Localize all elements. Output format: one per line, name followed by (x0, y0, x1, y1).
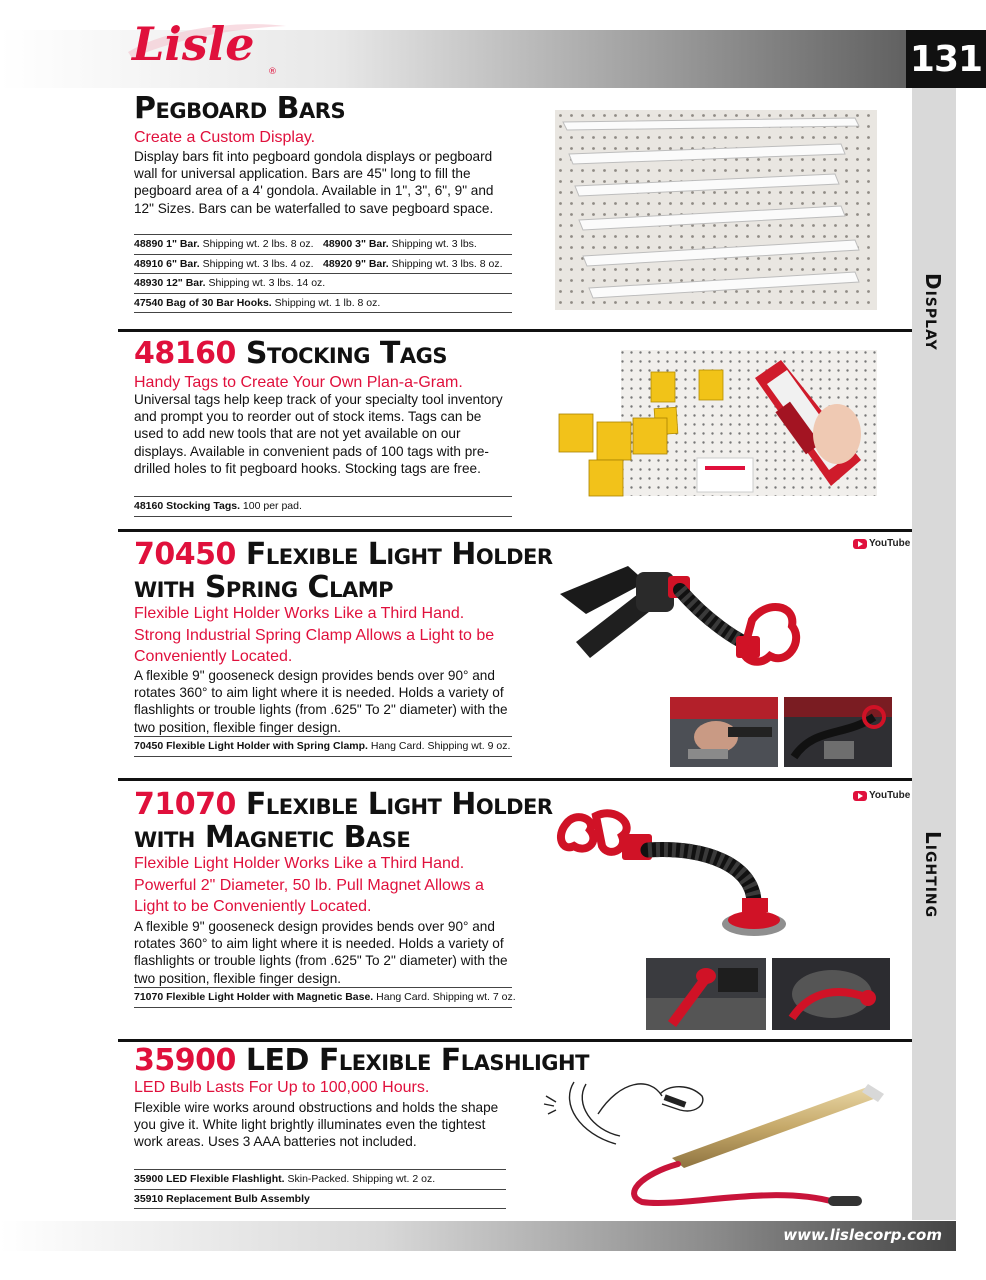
magnetic-subtitle: Flexible Light Holder Works Like a Third Hand. Powerful 2" Diameter, 50 lb. Pull Magnet Allows a Light to be Conveniently Located. (134, 855, 484, 915)
part-number: 70450 (134, 537, 236, 572)
svg-text:Lisle: Lisle (132, 17, 255, 71)
section-divider (118, 1039, 912, 1042)
spec-row: 47540 Bag of 30 Bar Hooks. Shipping wt. 1 lb. 8 oz. (134, 294, 512, 314)
side-strip (912, 88, 956, 1220)
flashlight-subtitle: LED Bulb Lasts For Up to 100,000 Hours. (134, 1079, 430, 1096)
flashlight-spec-table (134, 1169, 506, 1209)
svg-text:®: ® (268, 67, 277, 77)
page-number: 131 (906, 30, 986, 88)
magnetic-title: 71070 Flexible Light Holder with Magnetic Base (134, 787, 553, 855)
youtube-play-icon (853, 539, 867, 549)
clamp-usage-photo-1 (670, 697, 778, 767)
spec-row: 48890 1" Bar. Shipping wt. 2 lbs. 8 oz. 48900 3" Bar. Shipping wt. 3 lbs. (134, 235, 512, 255)
magnetic-usage-photo-2 (772, 958, 890, 1030)
youtube-link[interactable]: YouTube (853, 538, 910, 549)
pegboard-subtitle: Create a Custom Display. (134, 129, 316, 146)
magnetic-description: A flexible 9" gooseneck design provides bends over 90° and rotates 360° to aim light where it is needed. Holds a variety of flashlights or trouble lights (from .625" To 2" diameter) with the two position, flexible finger design. (134, 919, 508, 986)
pegboard-description: Display bars fit into pegboard gondola displays or pegboard wall for universal application. Bars are 45" long to fill the pegboard area of a 4' gondola. Available in 1", 3", 6", 9" and 12" Sizes. Bars can be waterfalled to save pegboard space. (134, 149, 494, 216)
clamp-subtitle: Flexible Light Holder Works Like a Third Hand. Strong Industrial Spring Clamp Allows a Light to be Conveniently Located. (134, 605, 495, 665)
spec-row: 71070 Flexible Light Holder with Magnetic Base. Hang Card. Shipping wt. 7 oz. (134, 988, 512, 1008)
pegboard-bars-image (555, 110, 877, 310)
spec-row: 48930 12" Bar. Shipping wt. 3 lbs. 14 oz. (134, 274, 512, 294)
pegboard-title: Pegboard Bars (134, 91, 346, 126)
clamp-description: A flexible 9" gooseneck design provides bends over 90° and rotates 360° to aim light where it is needed. Holds a variety of flashlights or trouble lights (from .625" To 2" diameter) with the two position, flexible finger design. (134, 668, 508, 735)
spec-row: 48160 Stocking Tags. 100 per pad. (134, 497, 512, 517)
stocking-tags-image (555, 348, 877, 508)
part-number: 71070 (134, 787, 236, 822)
youtube-link[interactable]: YouTube (853, 790, 910, 801)
magnetic-spec-table (134, 987, 516, 1008)
clamp-usage-photo-2 (784, 697, 892, 767)
spec-row: 48910 6" Bar. Shipping wt. 3 lbs. 4 oz. 48920 9" Bar. Shipping wt. 3 lbs. 8 oz. (134, 255, 512, 275)
stocking-subtitle: Handy Tags to Create Your Own Plan-a-Gram. (134, 374, 463, 391)
spec-row: 35900 LED Flexible Flashlight. Skin-Packed. Shipping wt. 2 oz. (134, 1170, 506, 1190)
section-divider (118, 529, 912, 532)
website-url[interactable]: www.lislecorp.com (783, 1226, 942, 1244)
part-number: 48160 (134, 336, 236, 371)
stocking-spec-table (134, 496, 512, 517)
led-flexible-flashlight-image (622, 1084, 884, 1212)
stocking-title: 48160 Stocking Tags (134, 336, 447, 371)
magnetic-usage-photo-1 (646, 958, 766, 1030)
spec-row: 70450 Flexible Light Holder with Spring Clamp. Hang Card. Shipping wt. 9 oz. (134, 737, 512, 757)
clamp-spec-table (134, 736, 512, 757)
youtube-play-icon (853, 791, 867, 801)
stocking-description: Universal tags help keep track of your specialty tool inventory and prompt you to reorder out of stock items. Tags can be used to add new tools that are not yet available on our displays. Available in convenient pads of 100 tags with pre-drilled holes to fit pegboard hooks. Stocking tags are free. (134, 392, 503, 476)
magnetic-base-holder-image (556, 806, 806, 942)
side-tab-display: Display (921, 273, 945, 351)
section-divider (118, 329, 912, 332)
pegboard-spec-table (134, 234, 512, 313)
flashlight-title: 35900 LED Flexible Flashlight (134, 1043, 589, 1078)
lisle-logo (118, 8, 288, 78)
spec-row: 35910 Replacement Bulb Assembly (134, 1190, 506, 1210)
side-tab-lighting: Lighting (921, 831, 945, 919)
section-divider (118, 778, 912, 781)
spring-clamp-holder-image (556, 560, 806, 690)
flashlight-description: Flexible wire works around obstructions and holds the shape you give it. White light brightly illuminates even the tightest work areas. Uses 3 AAA batteries not included. (134, 1100, 499, 1150)
part-number: 35900 (134, 1043, 236, 1078)
clamp-title: 70450 Flexible Light Holder with Spring Clamp (134, 537, 553, 605)
